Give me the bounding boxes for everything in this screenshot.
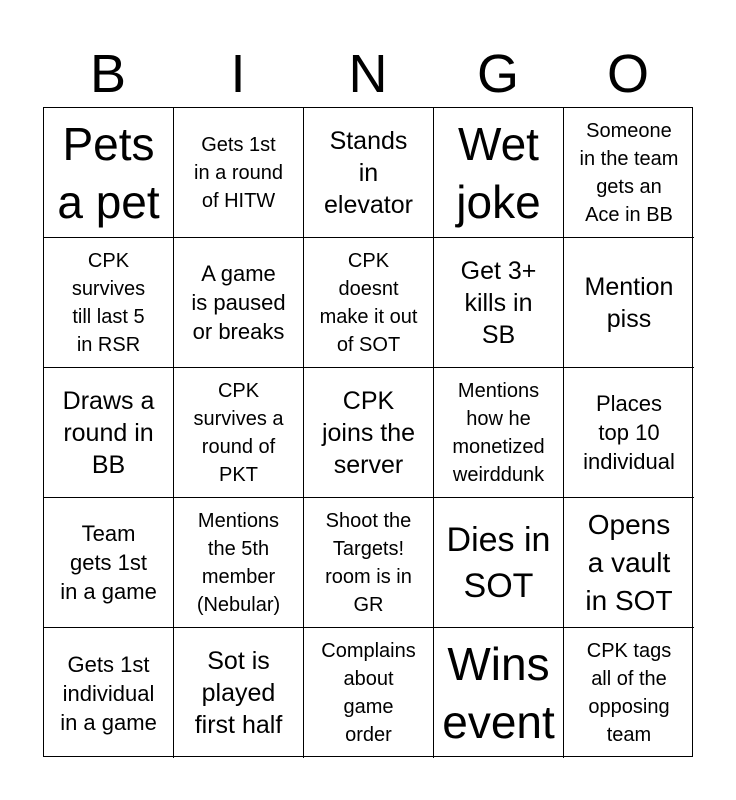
cell-text: Gets 1st in a round of HITW (194, 133, 283, 212)
header-letter-n: N (348, 44, 388, 104)
cell-text: Mention piss (584, 272, 674, 333)
bingo-cell-r3c5[interactable] (564, 368, 694, 498)
cell-text: CPK tags all of the opposing team (586, 640, 672, 746)
bingo-header (43, 40, 693, 108)
bingo-cell-r2c5[interactable] (564, 238, 694, 368)
bingo-cell-r2c1[interactable] (44, 238, 174, 368)
cell-text: Opens a vault in SOT (585, 508, 673, 616)
bingo-cell-r4c4[interactable] (434, 498, 564, 628)
cell-text: Gets 1st individual in a game (60, 651, 157, 735)
bingo-cell-r4c5[interactable] (564, 498, 694, 628)
cell-text: Dies in SOT (446, 520, 551, 605)
header-letter-o: O (606, 44, 649, 104)
header-letter-i: I (230, 44, 246, 104)
bingo-cell-r3c3[interactable] (304, 368, 434, 498)
cell-text: CPK survives till last 5 in RSR (71, 249, 146, 356)
cell-text: Get 3+ kills in SB (460, 256, 537, 349)
bingo-cell-r1c3[interactable] (304, 108, 434, 238)
cell-text: Shoot the Targets! room is in GR (325, 509, 412, 616)
bingo-cell-r2c3[interactable] (304, 238, 434, 368)
cell-text: CPK doesnt make it out of SOT (319, 249, 418, 356)
cell-text: Draws a round in BB (62, 386, 155, 479)
bingo-cell-r5c5[interactable] (564, 628, 694, 758)
cell-text: Someone in the team gets an Ace in BB (579, 119, 679, 226)
cell-text: Stands in elevator (324, 126, 413, 219)
cell-text: CPK joins the server (321, 386, 416, 479)
cell-text: Sot is played first half (194, 647, 283, 739)
cell-text: Wet joke (456, 117, 541, 228)
cell-text: Places top 10 individual (583, 391, 675, 474)
bingo-cell-r3c2[interactable] (174, 368, 304, 498)
bingo-cell-r3c4[interactable] (434, 368, 564, 498)
bingo-cell-r5c3[interactable] (304, 628, 434, 758)
header-letter-g: G (476, 44, 519, 104)
bingo-cell-r4c3[interactable] (304, 498, 434, 628)
cell-text: A game is paused or breaks (191, 261, 286, 344)
bingo-cell-r1c1[interactable] (44, 108, 174, 238)
cell-text: Mentions the 5th member (Nebular) (196, 509, 281, 616)
cell-text: CPK survives a round of PKT (193, 379, 284, 486)
cell-text: Team gets 1st in a game (60, 521, 157, 604)
bingo-cell-r5c4[interactable] (434, 628, 564, 758)
bingo-cell-r5c1[interactable] (44, 628, 174, 758)
cell-text: Wins event (442, 638, 555, 748)
header-letter-b: B (89, 44, 127, 104)
bingo-cell-r1c2[interactable] (174, 108, 304, 238)
bingo-cell-r4c1[interactable] (44, 498, 174, 628)
bingo-cell-r3c1[interactable] (44, 368, 174, 498)
cell-text: Mentions how he monetized weirddunk (452, 379, 545, 486)
bingo-cell-r1c4[interactable] (434, 108, 564, 238)
bingo-cell-r5c2[interactable] (174, 628, 304, 758)
bingo-grid (43, 107, 693, 757)
bingo-cell-r4c2[interactable] (174, 498, 304, 628)
bingo-cell-r2c2[interactable] (174, 238, 304, 368)
cell-text: Pets a pet (57, 117, 160, 228)
cell-text: Complains about game order (321, 640, 416, 746)
bingo-cell-r2c4[interactable] (434, 238, 564, 368)
bingo-cell-r1c5[interactable] (564, 108, 694, 238)
